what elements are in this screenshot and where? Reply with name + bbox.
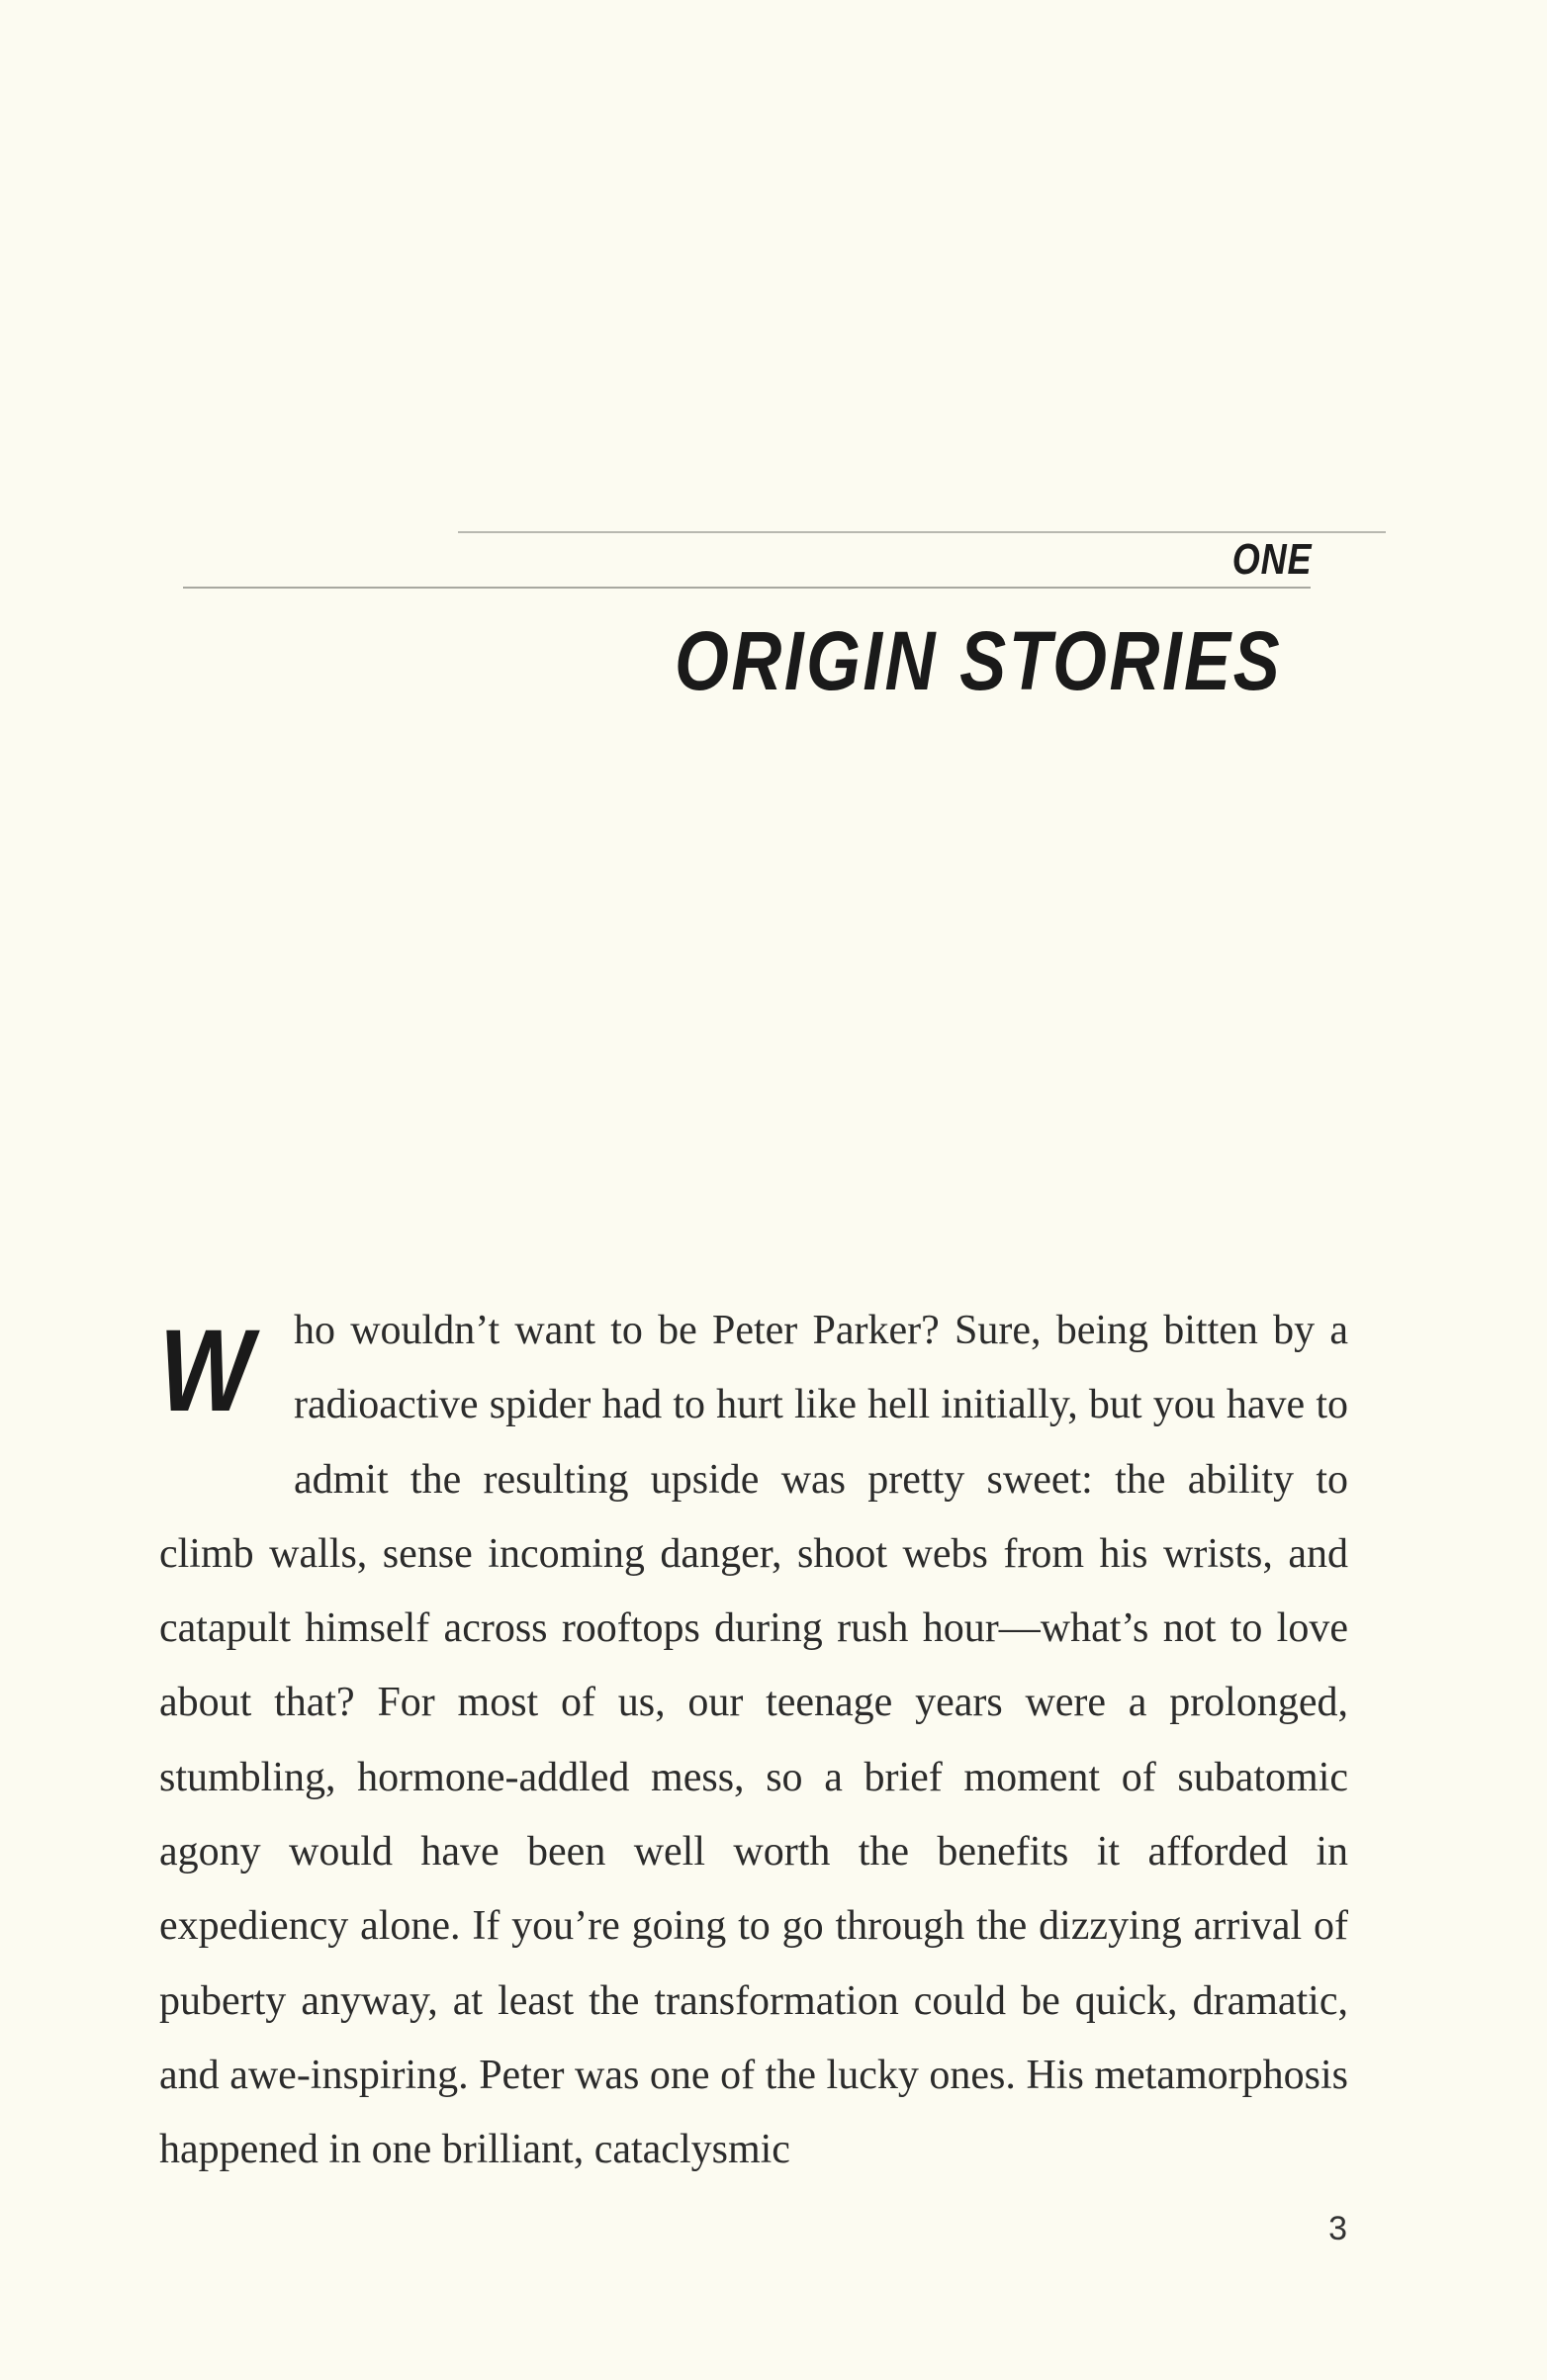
drop-cap: W <box>159 1306 253 1436</box>
body-paragraph <box>159 1294 1348 2188</box>
page-number: 3 <box>1328 2210 1347 2247</box>
chapter-number: ONE <box>1231 535 1312 584</box>
header-rule-top <box>458 531 1386 533</box>
chapter-title: ORIGIN STORIES <box>674 614 1282 707</box>
header-rule-bottom <box>183 587 1311 589</box>
body-text: ho wouldn’t want to be Peter Parker? Sure, being bitten by a radioactive spider had to hurt like hell initially, but you have to admit the resulting upside was pretty sweet: the ability to climb walls, sense incoming danger, shoot webs from his wrists, and catapult himself across rooftops during rush hour—what’s not to love about that? For most of us, our teenage years were a prolonged, stumbling, hormone-addled mess, so a brief moment of subatomic agony would have been well worth the benefits it afforded in expediency alone. If you’re going to go through the dizzying arrival of puberty anyway, at least the transformation could be quick, dramatic, and awe-inspiring. Peter was one of the lucky ones. His metamorphosis happened in one brilliant, cataclysmic <box>159 1308 1348 2173</box>
